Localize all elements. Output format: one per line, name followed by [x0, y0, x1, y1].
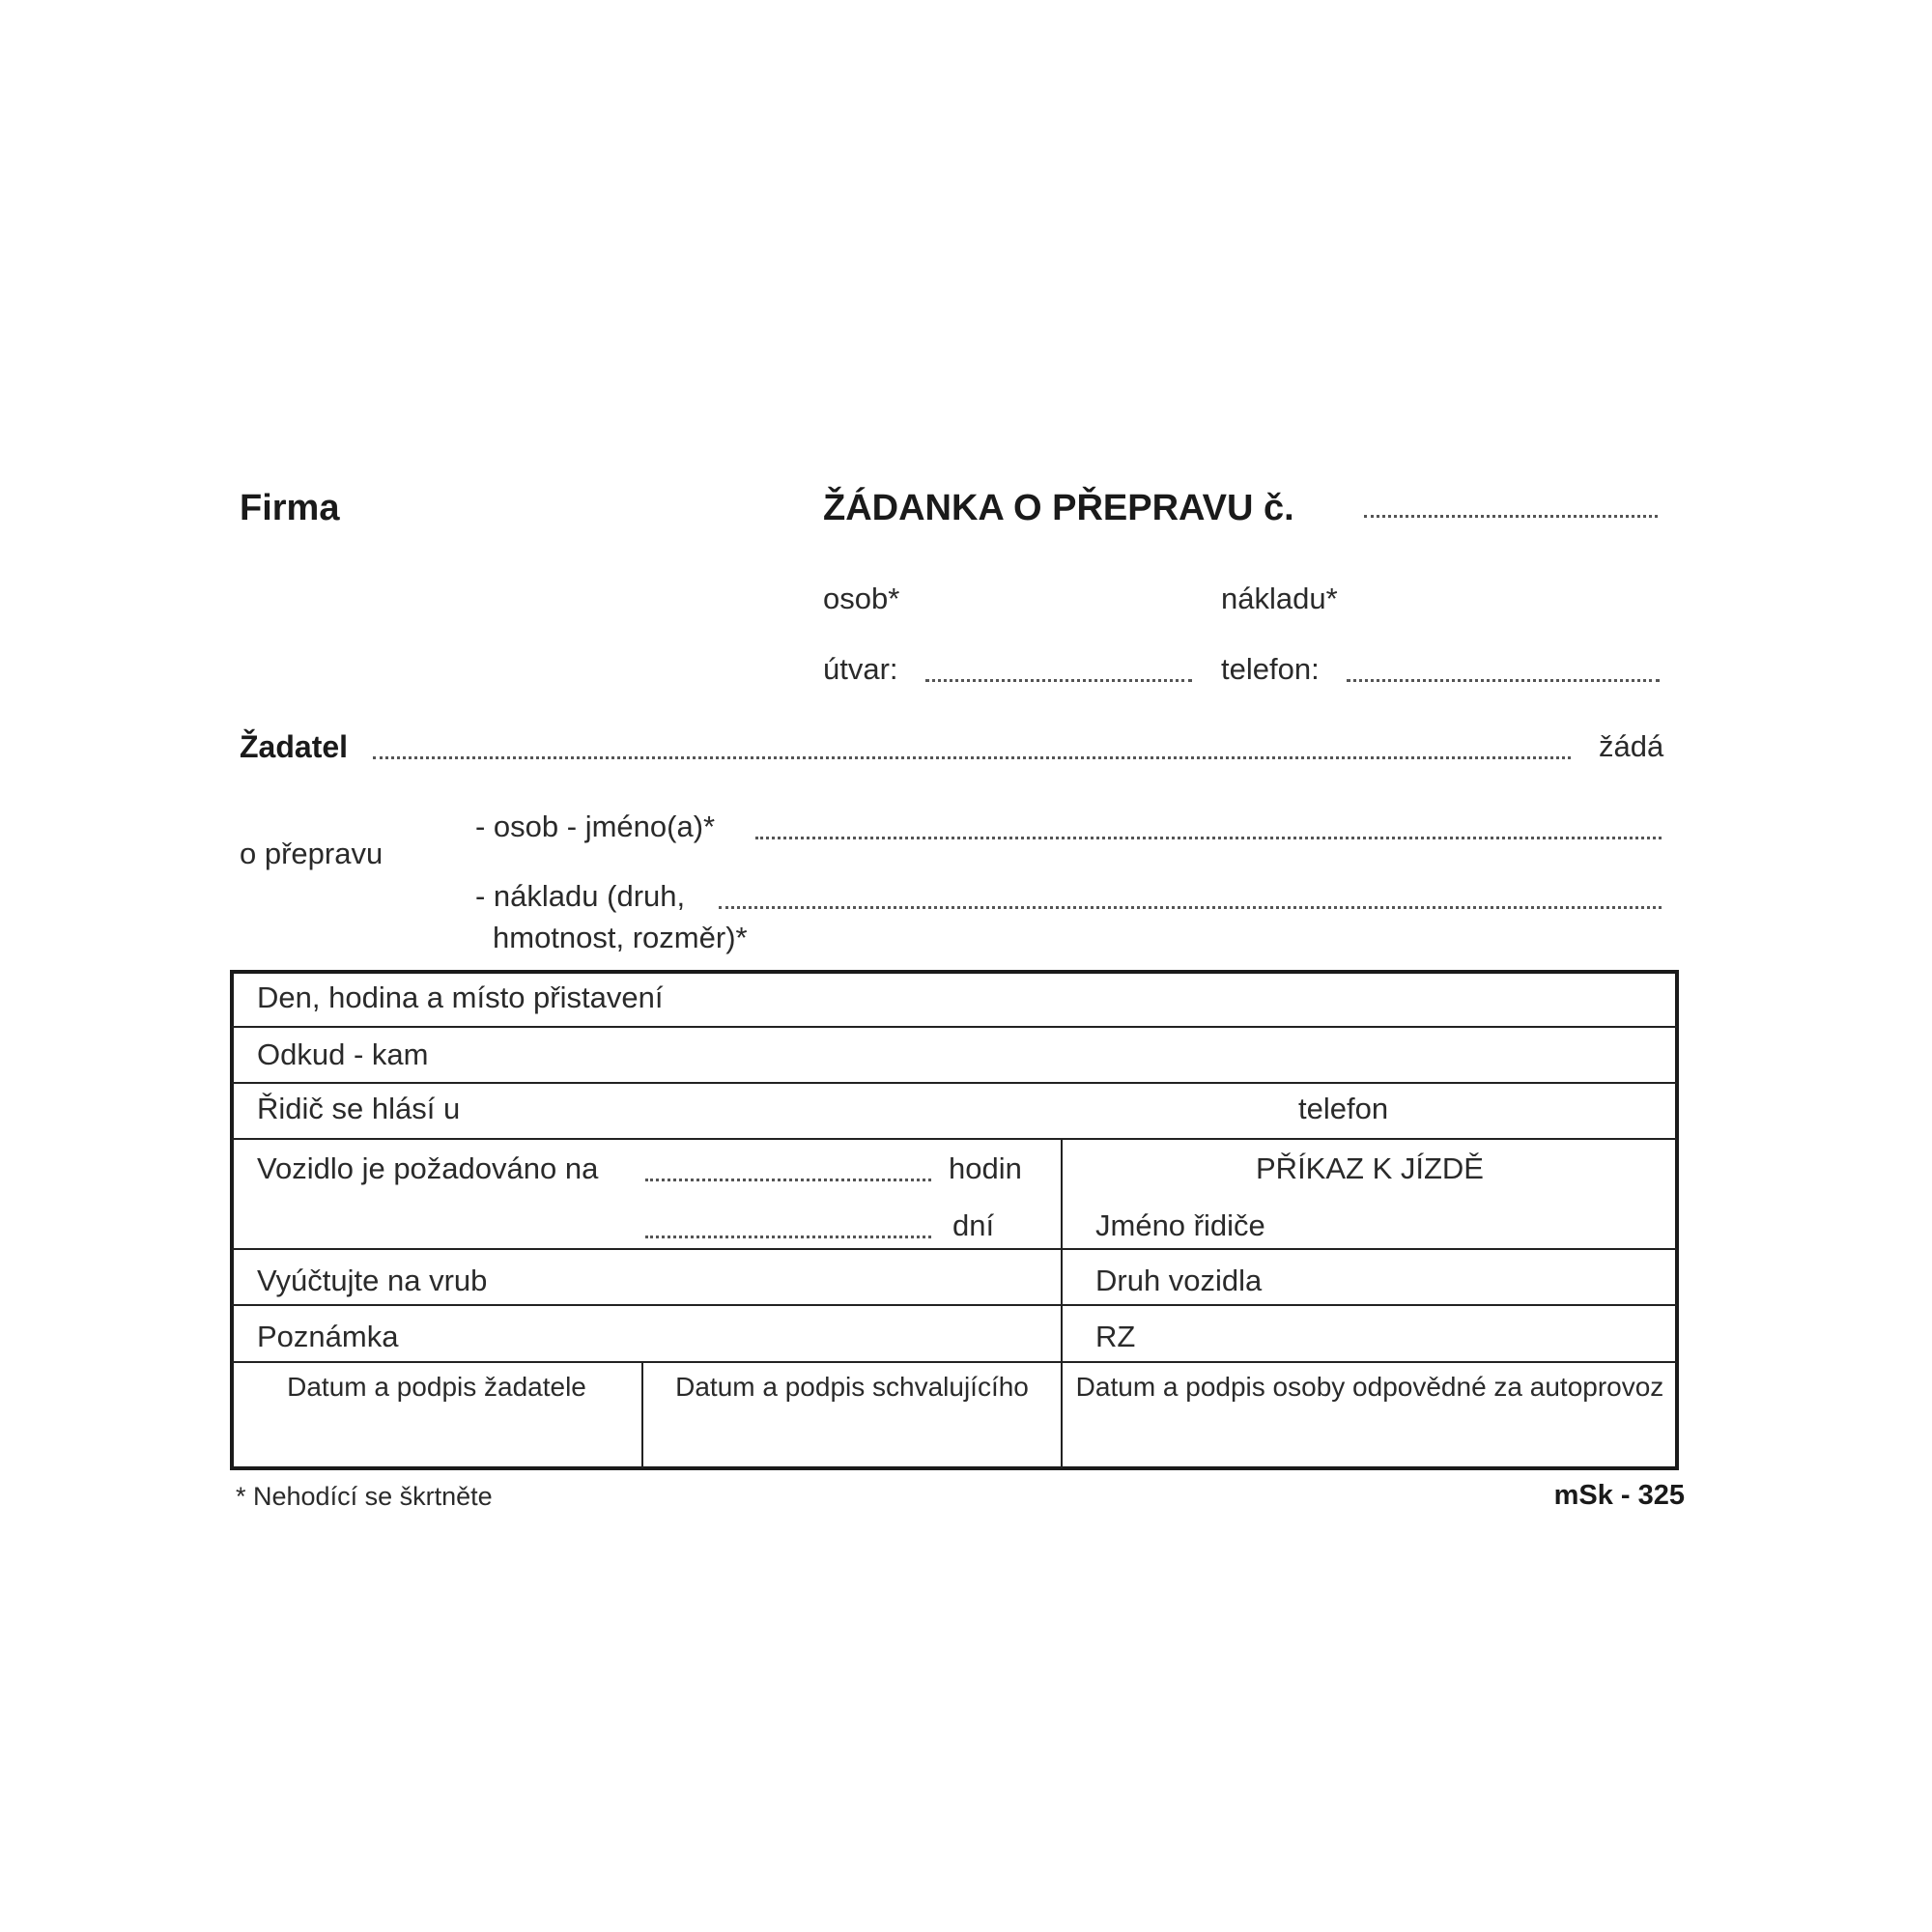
hmotnost-label: hmotnost, rozměr)* — [493, 921, 748, 954]
header-telefon-field[interactable] — [1347, 679, 1660, 682]
druh-vozidla-label: Druh vozidla — [1095, 1264, 1263, 1297]
podpis-zadatele-label: Datum a podpis žadatele — [287, 1372, 586, 1402]
dni-label: dní — [952, 1208, 995, 1242]
table-telefon-label: telefon — [1298, 1092, 1389, 1125]
row-divider — [232, 1082, 1677, 1084]
form-code: mSk - 325 — [1553, 1480, 1685, 1511]
column-divider — [1061, 1140, 1063, 1468]
jmeno-ridice-label: Jméno řidiče — [1095, 1208, 1265, 1242]
den-hodina-label: Den, hodina a místo přistavení — [257, 980, 664, 1014]
firma-label: Firma — [240, 488, 340, 528]
row-divider — [232, 1361, 1677, 1363]
odkud-kam-label: Odkud - kam — [257, 1037, 429, 1071]
row-divider — [232, 1026, 1677, 1028]
prikaz-heading: PŘÍKAZ K JÍZDĚ — [1256, 1151, 1484, 1185]
form-title: ŽÁDANKA O PŘEPRAVU č. — [823, 488, 1294, 528]
rz-label: RZ — [1095, 1320, 1136, 1353]
utvar-label: útvar: — [823, 652, 898, 686]
header-telefon-label: telefon: — [1221, 652, 1320, 686]
nakladu-option: nákladu* — [1221, 582, 1338, 615]
hodin-label: hodin — [949, 1151, 1022, 1185]
footer-note: * Nehodící se škrtněte — [236, 1482, 493, 1511]
ridic-hlasi-label: Řidič se hlásí u — [257, 1092, 461, 1125]
row-divider — [232, 1304, 1677, 1306]
podpis-schvalujiciho-label: Datum a podpis schvalujícího — [675, 1372, 1029, 1402]
vozidlo-label: Vozidlo je požadováno na — [257, 1151, 599, 1185]
osob-jmeno-label: - osob - jméno(a)* — [475, 810, 716, 843]
nakladu-druh-label: - nákladu (druh, — [475, 879, 686, 913]
row-divider — [232, 1138, 1677, 1140]
osob-jmeno-field[interactable] — [755, 837, 1662, 839]
vyuctujte-label: Vyúčtujte na vrub — [257, 1264, 488, 1297]
hodin-field[interactable] — [645, 1179, 931, 1181]
osob-option: osob* — [823, 582, 900, 615]
dni-field[interactable] — [645, 1236, 931, 1238]
o-prepravu-label: o přepravu — [240, 837, 384, 870]
nakladu-field[interactable] — [719, 906, 1662, 909]
zada-label: žádá — [1599, 729, 1664, 763]
form-number-field[interactable] — [1364, 515, 1658, 518]
utvar-field[interactable] — [925, 679, 1192, 682]
row-divider — [232, 1248, 1677, 1250]
podpis-autoprovoz-label: Datum a podpis osoby odpovědné za autoprovoz — [1075, 1372, 1664, 1402]
zadatel-field[interactable] — [373, 756, 1571, 759]
poznamka-label: Poznámka — [257, 1320, 399, 1353]
zadatel-label: Žadatel — [240, 729, 349, 764]
